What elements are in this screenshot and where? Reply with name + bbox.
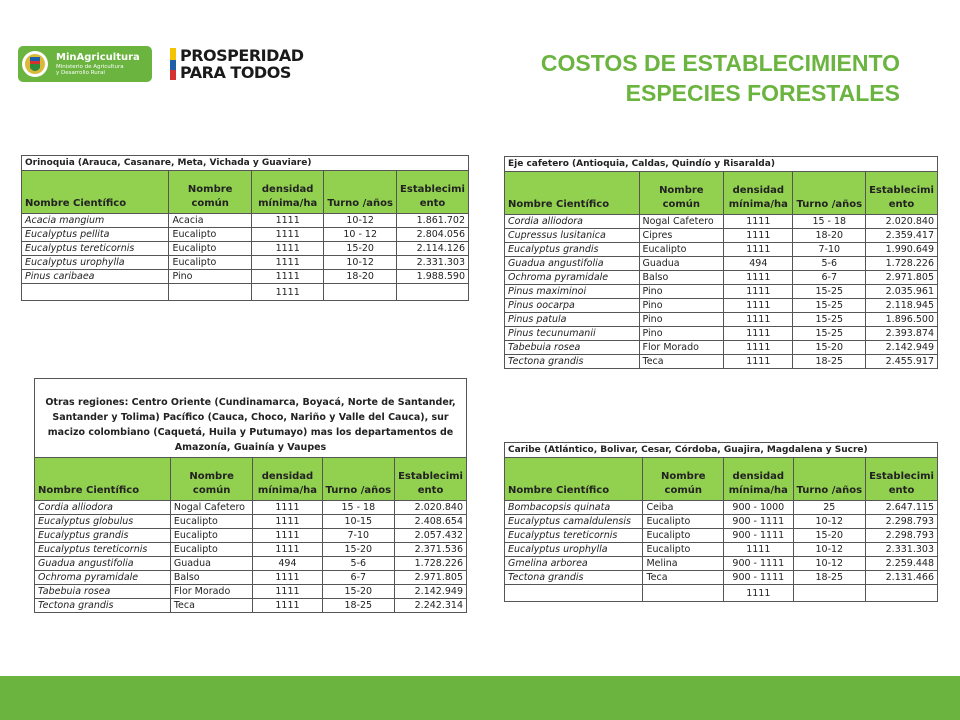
cell-common-name: Pino [639,299,724,313]
cell-establecimiento: 2.455.917 [866,355,938,369]
cell-density: 1111 [724,271,793,285]
footer-bar [0,676,960,720]
cell-establecimiento: 2.020.840 [395,501,467,515]
cell-turno: 18-25 [793,355,866,369]
cell-density: 1111 [253,501,322,515]
col-header-estab: Establecimi ento [396,171,468,214]
col-header-estab: Establecimi ento [866,172,938,215]
cell-establecimiento: 1.728.226 [395,557,467,571]
cell-turno: 15-20 [793,341,866,355]
cell-turno: 15-25 [793,313,866,327]
ministry-sub1: Ministerio de Agricultura [56,64,124,70]
footer-empty [169,284,251,301]
table-row [22,242,469,256]
cell-density: 1111 [251,228,323,242]
footer-empty [396,284,468,301]
cell-density: 1111 [251,214,323,228]
cell-scientific-name: Pinus patula [505,313,640,327]
cell-common-name: Eucalipto [643,515,724,529]
col-header-sci: Nombre Científico [35,458,171,501]
table-row [505,355,938,369]
prosperidad-line1: PROSPERIDAD [180,46,304,65]
title-line-1: COSTOS DE ESTABLECIMIENTO [540,50,900,76]
cell-common-name: Eucalipto [170,515,253,529]
table-row [35,529,467,543]
table-row [505,557,938,571]
cell-common-name: Eucalipto [639,243,724,257]
cell-density: 1111 [251,270,323,284]
cell-scientific-name: Ochroma pyramidale [505,271,640,285]
cell-common-name: Nogal Cafetero [639,215,724,229]
cell-establecimiento: 2.298.793 [866,529,938,543]
cell-common-name: Eucalipto [170,529,253,543]
cell-establecimiento: 1.990.649 [866,243,938,257]
table-row [22,214,469,228]
cell-establecimiento: 2.020.840 [866,215,938,229]
table-row [22,256,469,270]
title-line-2: ESPECIES FORESTALES [625,80,900,106]
cell-common-name: Acacia [169,214,251,228]
cell-turno: 15-20 [322,543,395,557]
cell-density: 1111 [724,229,793,243]
prosperidad-line2: PARA TODOS [180,63,291,82]
table-eje-cafetero [504,156,938,369]
table-footer-row [505,585,938,602]
table-row [505,341,938,355]
cell-common-name: Melina [643,557,724,571]
cell-density: 1111 [253,599,322,613]
cell-scientific-name: Tabebuia rosea [505,341,640,355]
minagricultura-logo [18,46,152,82]
cell-common-name: Teca [639,355,724,369]
cell-common-name: Pino [639,313,724,327]
cell-density: 1111 [724,243,793,257]
cell-common-name: Eucalipto [643,529,724,543]
cell-establecimiento: 2.359.417 [866,229,938,243]
header-row [505,458,938,501]
cell-common-name: Cipres [639,229,724,243]
cell-common-name: Ceiba [643,501,724,515]
cell-scientific-name: Pinus tecunumanii [505,327,640,341]
cell-common-name: Flor Morado [639,341,724,355]
cell-turno: 10 - 12 [324,228,397,242]
cell-scientific-name: Pinus oocarpa [505,299,640,313]
region-title: Eje cafetero (Antioquia, Caldas, Quindío y Risaralda) [505,157,938,172]
col-header-common: Nombre común [643,458,724,501]
table-row [505,529,938,543]
cell-density: 1111 [253,571,322,585]
cell-turno: 10-12 [793,515,866,529]
cell-density: 900 - 1000 [724,501,793,515]
cell-common-name: Teca [170,599,253,613]
ministry-name: MinAgricultura [56,52,140,63]
cell-establecimiento: 2.057.432 [395,529,467,543]
cell-establecimiento: 2.971.805 [866,271,938,285]
cell-scientific-name: Eucalyptus pellita [22,228,169,242]
cell-establecimiento: 1.988.590 [396,270,468,284]
region-title: Orinoquia (Arauca, Casanare, Meta, Vichada y Guaviare) [22,156,469,171]
cell-scientific-name: Pinus caribaea [22,270,169,284]
table-otras-regiones [34,378,467,613]
cell-common-name: Teca [643,571,724,585]
cell-scientific-name: Eucalyptus camaldulensis [505,515,643,529]
cell-scientific-name: Guadua angustifolia [35,557,171,571]
cell-density: 1111 [724,299,793,313]
table-row [505,571,938,585]
cell-establecimiento: 2.142.949 [395,585,467,599]
footer-empty [793,585,866,602]
page-title [541,48,900,108]
table-row [22,270,469,284]
cell-common-name: Eucalipto [169,228,251,242]
cell-turno: 15-20 [322,585,395,599]
cell-scientific-name: Acacia mangium [22,214,169,228]
cell-common-name: Eucalipto [169,242,251,256]
table-row [505,515,938,529]
cell-scientific-name: Eucalyptus grandis [505,243,640,257]
cell-turno: 18-20 [793,229,866,243]
cell-establecimiento: 2.804.056 [396,228,468,242]
cell-establecimiento: 1.861.702 [396,214,468,228]
col-header-turno: Turno /años [324,171,397,214]
table-row [505,243,938,257]
table-row [35,571,467,585]
cell-common-name: Eucalipto [643,543,724,557]
table-row [505,327,938,341]
cell-density: 1111 [724,543,793,557]
cell-scientific-name: Cordia alliodora [35,501,171,515]
cell-turno: 18-25 [322,599,395,613]
cell-scientific-name: Gmelina arborea [505,557,643,571]
region-title: Caribe (Atlántico, Bolivar, Cesar, Córdoba, Guajira, Magdalena y Sucre) [505,443,938,458]
cell-density: 1111 [724,313,793,327]
cell-common-name: Pino [639,327,724,341]
cell-turno: 15-20 [324,242,397,256]
cell-common-name: Flor Morado [170,585,253,599]
cell-density: 1111 [724,327,793,341]
cell-turno: 10-12 [324,214,397,228]
table-row [505,229,938,243]
cell-turno: 5-6 [793,257,866,271]
cell-density: 900 - 1111 [724,515,793,529]
cell-turno: 6-7 [322,571,395,585]
cell-establecimiento: 2.647.115 [866,501,938,515]
cell-establecimiento: 2.393.874 [866,327,938,341]
table-row [35,515,467,529]
cell-turno: 15-25 [793,299,866,313]
cell-density: 1111 [251,242,323,256]
cell-scientific-name: Cordia alliodora [505,215,640,229]
cell-density: 1111 [251,256,323,270]
cell-turno: 15 - 18 [793,215,866,229]
footer-empty [505,585,643,602]
cell-scientific-name: Eucalyptus tereticornis [35,543,171,557]
table-orinoquia [21,155,469,301]
col-header-density: densidad mínima/ha [253,458,322,501]
footer-density: 1111 [724,585,793,602]
col-header-density: densidad mínima/ha [724,172,793,215]
cell-density: 1111 [724,355,793,369]
table-row [505,271,938,285]
cell-establecimiento: 2.331.303 [396,256,468,270]
table-row [505,543,938,557]
cell-turno: 7-10 [322,529,395,543]
cell-density: 1111 [724,215,793,229]
table-footer-row [22,284,469,301]
cell-turno: 7-10 [793,243,866,257]
cell-establecimiento: 2.259.448 [866,557,938,571]
cell-turno: 10-12 [793,543,866,557]
cell-establecimiento: 2.131.466 [866,571,938,585]
table-row [505,257,938,271]
cell-turno: 15-20 [793,529,866,543]
cell-turno: 25 [793,501,866,515]
table-row [505,299,938,313]
cell-turno: 15-25 [793,285,866,299]
cell-density: 1111 [724,341,793,355]
footer-empty [22,284,169,301]
col-header-turno: Turno /años [322,458,395,501]
cell-establecimiento: 2.971.805 [395,571,467,585]
cell-turno: 5-6 [322,557,395,571]
cell-scientific-name: Eucalyptus tereticornis [505,529,643,543]
cell-turno: 10-12 [793,557,866,571]
cell-turno: 10-15 [322,515,395,529]
col-header-turno: Turno /años [793,172,866,215]
cell-establecimiento: 2.118.945 [866,299,938,313]
cell-common-name: Guadua [170,557,253,571]
cell-turno: 6-7 [793,271,866,285]
col-header-density: densidad mínima/ha [724,458,793,501]
cell-density: 1111 [253,515,322,529]
table-row [35,599,467,613]
table-row [35,543,467,557]
cell-scientific-name: Tectona grandis [35,599,171,613]
cell-scientific-name: Cupressus lusitanica [505,229,640,243]
col-header-density: densidad mínima/ha [251,171,323,214]
table-row [35,585,467,599]
table-row [505,215,938,229]
cell-scientific-name: Tectona grandis [505,571,643,585]
col-header-estab: Establecimi ento [395,458,467,501]
cell-scientific-name: Guadua angustifolia [505,257,640,271]
cell-scientific-name: Pinus maximinoi [505,285,640,299]
cell-establecimiento: 2.298.793 [866,515,938,529]
col-header-common: Nombre común [170,458,253,501]
cell-establecimiento: 2.114.126 [396,242,468,256]
header-row [22,171,469,214]
prosperidad-logo [168,46,310,82]
cell-scientific-name: Eucalyptus urophylla [505,543,643,557]
ministry-sub2: y Desarrollo Rural [56,70,105,76]
cell-scientific-name: Eucalyptus grandis [35,529,171,543]
cell-scientific-name: Bombacopsis quinata [505,501,643,515]
cell-establecimiento: 1.728.226 [866,257,938,271]
cell-turno: 18-25 [793,571,866,585]
cell-scientific-name: Eucalyptus globulus [35,515,171,529]
footer-density: 1111 [251,284,323,301]
header-row [505,172,938,215]
cell-turno: 10-12 [324,256,397,270]
col-header-sci: Nombre Científico [505,172,640,215]
cell-scientific-name: Ochroma pyramidale [35,571,171,585]
cell-density: 1111 [253,585,322,599]
cell-turno: 15-25 [793,327,866,341]
col-header-common: Nombre común [169,171,251,214]
footer-empty [643,585,724,602]
footer-empty [324,284,397,301]
cell-density: 1111 [724,285,793,299]
cell-establecimiento: 2.371.536 [395,543,467,557]
table-row [505,285,938,299]
table-row [35,557,467,571]
cell-establecimiento: 2.142.949 [866,341,938,355]
table-row [22,228,469,242]
cell-common-name: Nogal Cafetero [170,501,253,515]
flag-stripes-icon [168,46,178,82]
col-header-sci: Nombre Científico [22,171,169,214]
cell-establecimiento: 2.331.303 [866,543,938,557]
cell-common-name: Balso [639,271,724,285]
header-row [35,458,467,501]
cell-establecimiento: 2.242.314 [395,599,467,613]
cell-turno: 15 - 18 [322,501,395,515]
table-row [35,501,467,515]
cell-establecimiento: 2.035.961 [866,285,938,299]
col-header-sci: Nombre Científico [505,458,643,501]
cell-scientific-name: Tabebuia rosea [35,585,171,599]
cell-scientific-name: Eucalyptus urophylla [22,256,169,270]
cell-common-name: Guadua [639,257,724,271]
col-header-turno: Turno /años [793,458,866,501]
table-row [505,313,938,327]
cell-common-name: Eucalipto [170,543,253,557]
cell-scientific-name: Eucalyptus tereticornis [22,242,169,256]
table-caribe [504,442,938,602]
table-row [505,501,938,515]
cell-common-name: Eucalipto [169,256,251,270]
cell-turno: 18-20 [324,270,397,284]
cell-common-name: Balso [170,571,253,585]
cell-density: 900 - 1111 [724,571,793,585]
cell-density: 1111 [253,543,322,557]
cell-density: 900 - 1111 [724,557,793,571]
region-title: Otras regiones: Centro Oriente (Cundinamarca, Boyacá, Norte de Santander, Santander y Tolima) Pacífico (Cauca, Choco, Nariño y Valle del Cauca), sur macizo colombiano (Caquetá, Huila y Putumayo) mas los departamentos de Amazonía, Guainía y Vaupes [35,379,467,458]
cell-density: 900 - 1111 [724,529,793,543]
cell-common-name: Pino [639,285,724,299]
cell-density: 494 [724,257,793,271]
cell-establecimiento: 2.408.654 [395,515,467,529]
cell-density: 1111 [253,529,322,543]
col-header-estab: Establecimi ento [866,458,938,501]
cell-scientific-name: Tectona grandis [505,355,640,369]
col-header-common: Nombre común [639,172,724,215]
cell-common-name: Pino [169,270,251,284]
cell-density: 494 [253,557,322,571]
footer-empty [866,585,938,602]
cell-establecimiento: 1.896.500 [866,313,938,327]
